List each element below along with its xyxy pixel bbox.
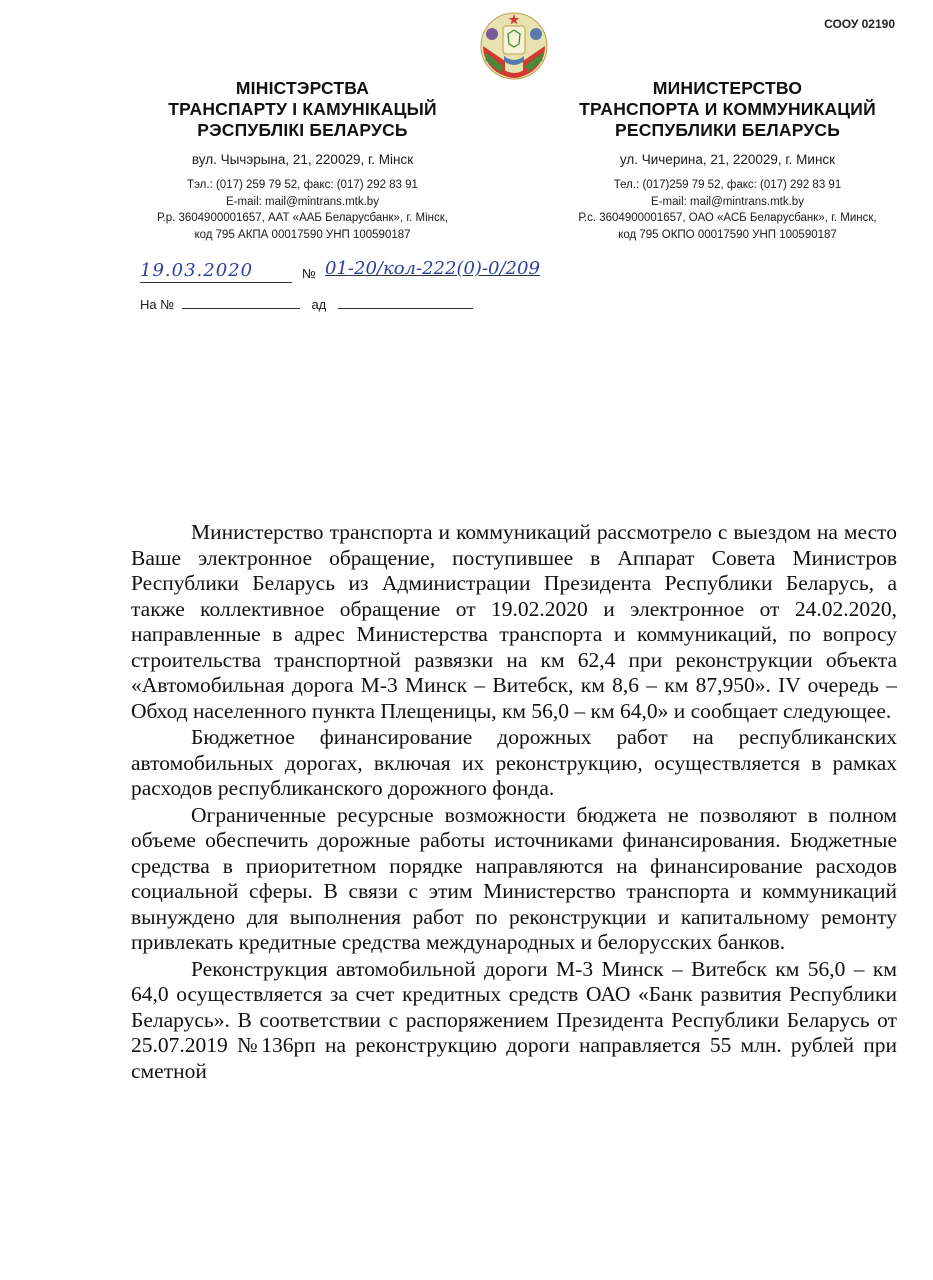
contacts-ru: [545, 177, 910, 243]
org-line: ТРАНСПОРТА И КОММУНИКАЦИЙ: [579, 99, 876, 119]
ministry-name-ru: [545, 78, 910, 141]
document-code: СООУ 02190: [824, 17, 895, 31]
paragraph: Ограниченные ресурсные возможности бюджета не позволяют в полном объеме обеспечить дорожные работы источниками финансирования. Бюджетные средства в приоритетном порядке направляются на финансирование расходов социальной сферы. В связи с этим Министерство транспорта и коммуникаций вынуждено для выполнения работ по реконструкции и капитальному ремонту привлекать кредитные средства международных и белорусских банков.: [131, 802, 897, 954]
reference-label: На №: [140, 297, 175, 312]
contact-line: код 795 ОКПО 00017590 УНП 100590187: [618, 228, 837, 241]
handwritten-number: 01-20/кол-222(0)-0/209: [325, 258, 540, 279]
contact-line: E-mail: mail@mintrans.mtk.by: [226, 195, 379, 208]
contact-line: Р.р. 3604900001657, ААТ «ААБ Беларусбанк», г. Мінск,: [157, 212, 448, 224]
header-belarusian: [130, 78, 475, 243]
org-line: РЕСПУБЛИКИ БЕЛАРУСЬ: [614, 120, 841, 140]
org-line: РЭСПУБЛІКІ БЕЛАРУСЬ: [197, 120, 408, 140]
contact-line: Тел.: (017)259 79 52, факс: (017) 292 83 91: [613, 179, 842, 191]
reference-row: [140, 296, 473, 312]
contact-line: E-mail: mail@mintrans.mtk.by: [651, 195, 804, 208]
address-ru: ул. Чичерина, 21, 220029, г. Минск: [619, 152, 836, 167]
handwritten-date: 19.03.2020: [140, 260, 292, 283]
registration-block: [140, 258, 560, 328]
coat-of-arms-icon: [475, 6, 553, 82]
paragraph: Реконструкция автомобильной дороги М-3 Минск – Витебск км 56,0 – км 64,0 осуществляется за счет кредитных средств ОАО «Банк развития Республики Беларусь». В соответствии с распоряжением Президента Республики Беларусь от 25.07.2019 №136рп на реконструкцию дороги направляется 55 млн. рублей при сметной: [131, 956, 897, 1083]
contact-line: Тэл.: (017) 259 79 52, факс: (017) 292 83 91: [187, 179, 418, 191]
contact-line: Р.с. 3604900001657, ОАО «АСБ Беларусбанк», г. Минск,: [578, 212, 877, 224]
reference-number-line: [182, 296, 300, 309]
ministry-name-by: [130, 78, 475, 141]
reference-from-label: ад: [311, 297, 327, 312]
address-by: вул. Чычэрына, 21, 220029, г. Мінск: [191, 152, 414, 167]
contacts-by: [130, 177, 475, 243]
number-label: №: [302, 266, 316, 281]
contact-line: код 795 АКПА 00017590 УНП 100590187: [194, 228, 411, 241]
paragraph: Бюджетное финансирование дорожных работ на республиканских автомобильных дорогах, включая их реконструкцию, осуществляется в рамках расходов республиканского дорожного фонда.: [131, 725, 897, 800]
org-line: МИНИСТЕРСТВО: [652, 78, 803, 98]
paragraph: Министерство транспорта и коммуникаций рассмотрело с выездом на место Ваше электронное обращение, поступившее в Аппарат Совета Министров Республики Беларусь из Администрации Президента Республики Беларусь, а также коллективное обращение от 19.02.2020 и электронное от 24.02.2020, направленные в адрес Министерства транспорта и коммуникаций, по вопросу строительства транспортной развязки на км 62,4 при реконструкции объекта «Автомобильная дорога М-3 Минск – Витебск, км 8,6 – км 87,950». IV очередь – Обход населенного пункта Плещеницы, км 56,0 – км 64,0» и сообщает следующее.: [131, 520, 897, 723]
reference-date-line: [338, 296, 473, 309]
header-russian: [545, 78, 910, 243]
org-line: ТРАНСПАРТУ І КАМУНІКАЦЫЙ: [168, 99, 437, 119]
letter-body: [131, 520, 897, 1085]
org-line: МІНІСТЭРСТВА: [235, 78, 370, 98]
